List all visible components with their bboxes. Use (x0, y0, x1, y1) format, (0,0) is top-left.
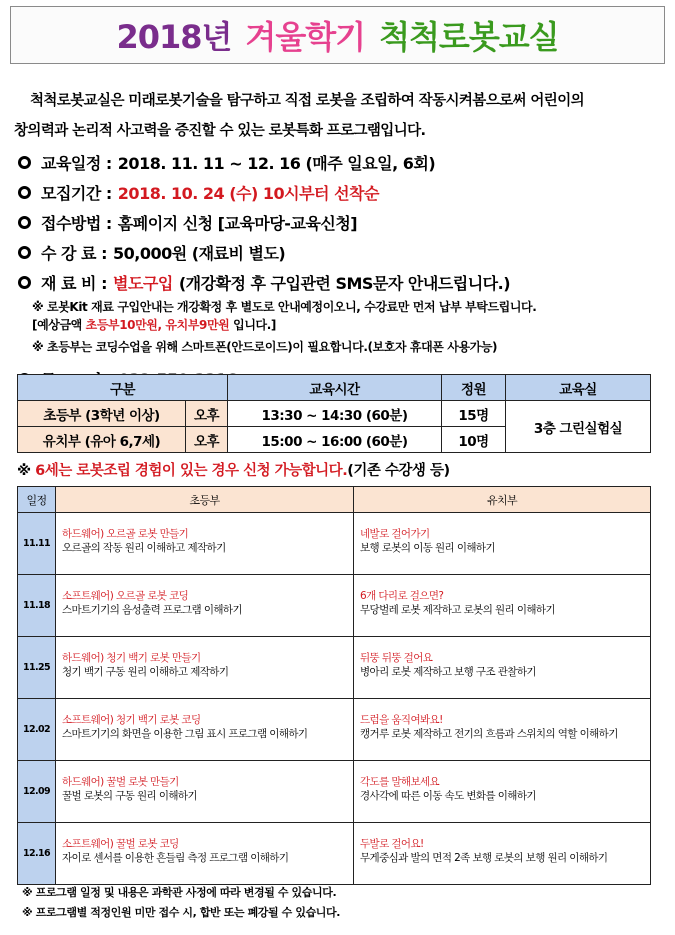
lesson-title: 각도를 말해보세요 (360, 776, 440, 788)
class-table (17, 374, 651, 453)
schedule-value: 2018. 11. 11 ~ 12. 16 (매주 일요일, 6회) (117, 153, 436, 173)
elementary-cell (56, 513, 354, 575)
warning-text: 6세는 로봇조립 경험이 있는 경우 신청 가능합니다. (35, 463, 348, 479)
table-row (18, 401, 651, 427)
schedule-row (18, 637, 651, 699)
lesson-title: 소프트웨어) 청기 백기 로봇 코딩 (62, 714, 201, 726)
kinder-cell (354, 699, 651, 761)
lesson-desc: 캥거루 로봇 제작하고 전기의 흐름과 스위치의 역할 이해하기 (360, 728, 618, 740)
elementary-cell (56, 761, 354, 823)
date-cell: 11.18 (18, 575, 56, 637)
lesson-desc: 청기 백기 구동 원리 이해하고 제작하기 (62, 666, 229, 678)
material-note-2 (18, 316, 668, 334)
circle-bullet-icon (18, 216, 31, 229)
time-cell: 15:00 ~ 16:00 (60분) (228, 427, 442, 453)
schedule-table (17, 486, 651, 885)
warning-suffix: (기존 수강생 등) (347, 463, 450, 479)
date-cell: 12.02 (18, 699, 56, 761)
period-cell: 오후 (186, 427, 228, 453)
lesson-desc: 보행 로봇의 이동 원리 이해하기 (360, 542, 496, 554)
footnotes (22, 883, 340, 923)
note2-price: 초등부10만원, 유치부9만원 (85, 318, 230, 332)
info-apply (18, 207, 668, 237)
smartphone-note: ※ 초등부는 코딩수업을 위해 스마트폰(안드로이드)이 필요합니다.(보호자 휴대폰 사용가능) (32, 340, 498, 354)
room-cell: 3층 그린실험실 (506, 401, 651, 453)
lesson-desc: 병아리 로봇 제작하고 보행 구조 관찰하기 (360, 666, 536, 678)
apply-label: 접수방법 : (41, 213, 112, 233)
kinder-cell (354, 761, 651, 823)
title-year: 2018년 (116, 18, 232, 56)
capacity-cell: 15명 (442, 401, 506, 427)
header-capacity: 정원 (442, 375, 506, 401)
lesson-title: 네발로 걸어가기 (360, 528, 430, 540)
circle-bullet-icon (18, 156, 31, 169)
capacity-cell: 10명 (442, 427, 506, 453)
lesson-title: 두발로 걸어요! (360, 838, 424, 850)
group-cell: 유치부 (유아 6,7세) (18, 427, 186, 453)
circle-bullet-icon (18, 186, 31, 199)
lesson-title: 드럼을 움직여봐요! (360, 714, 443, 726)
period-cell: 오후 (186, 401, 228, 427)
title-name: 척척로봇교실 (379, 18, 559, 56)
lesson-title: 소프트웨어) 오르골 로봇 코딩 (62, 590, 189, 602)
material-value-rest: (개강확정 후 구입관련 SMS문자 안내드립니다.) (178, 273, 511, 293)
info-fee (18, 237, 668, 267)
info-schedule (18, 147, 668, 177)
info-material (18, 267, 668, 297)
recruit-label: 모집기간 : (41, 183, 112, 203)
date-cell: 12.09 (18, 761, 56, 823)
material-note-1: ※ 로봇Kit 재료 구입안내는 개강확정 후 별도로 안내예정이오니, 수강료만 먼저 납부 부탁드립니다. (32, 300, 537, 314)
date-cell: 11.25 (18, 637, 56, 699)
lesson-title: 하드웨어) 오르골 로봇 만들기 (62, 528, 189, 540)
kinder-cell (354, 575, 651, 637)
lesson-desc: 꿀벌 로봇의 구동 원리 이해하기 (62, 790, 198, 802)
lesson-desc: 자이로 센서를 이용한 흔들림 측정 프로그램 이해하기 (62, 852, 289, 864)
class-table-header (18, 375, 651, 401)
lesson-desc: 무당벌레 로봇 제작하고 로봇의 원리 이해하기 (360, 604, 556, 616)
lesson-title: 하드웨어) 청기 백기 로봇 만들기 (62, 652, 201, 664)
lesson-title: 하드웨어) 꿀벌 로봇 만들기 (62, 776, 179, 788)
page-title (10, 6, 665, 64)
lesson-title: 6개 다리로 걸으면? (360, 590, 444, 602)
header-elementary: 초등부 (56, 487, 354, 513)
elementary-cell (56, 823, 354, 885)
footnote-2: ※ 프로그램별 적정인원 미만 접수 시, 합반 또는 폐강될 수 있습니다. (22, 906, 341, 919)
kinder-cell (354, 637, 651, 699)
lesson-desc: 오르골의 작동 원리 이해하고 제작하기 (62, 542, 226, 554)
lesson-desc: 경사각에 따른 이동 속도 변화를 이해하기 (360, 790, 536, 802)
schedule-row (18, 761, 651, 823)
lesson-title: 뒤뚱 뒤뚱 걸어요 (360, 652, 433, 664)
header-time: 교육시간 (228, 375, 442, 401)
circle-bullet-icon (18, 246, 31, 259)
footnote-1: ※ 프로그램 일정 및 내용은 과학관 사정에 따라 변경될 수 있습니다. (22, 886, 337, 899)
schedule-row (18, 823, 651, 885)
title-term: 겨울학기 (245, 18, 366, 56)
material-value-red: 별도구입 (112, 273, 173, 293)
fee-value: 50,000원 (재료비 별도) (112, 243, 286, 263)
schedule-row (18, 513, 651, 575)
time-cell: 13:30 ~ 14:30 (60분) (228, 401, 442, 427)
schedule-row (18, 575, 651, 637)
info-recruit (18, 177, 668, 207)
intro-paragraph (14, 86, 664, 146)
header-date: 일정 (18, 487, 56, 513)
info-list (18, 147, 668, 394)
schedule-header (18, 487, 651, 513)
lesson-desc: 스마트기기의 음성출력 프로그램 이해하기 (62, 604, 242, 616)
schedule-label: 교육일정 : (41, 153, 112, 173)
lesson-title: 소프트웨어) 꿀벌 로봇 코딩 (62, 838, 179, 850)
header-group: 구분 (18, 375, 228, 401)
header-kinder: 유치부 (354, 487, 651, 513)
warning-prefix: ※ (17, 463, 31, 479)
header-room: 교육실 (506, 375, 651, 401)
circle-bullet-icon (18, 276, 31, 289)
apply-value: 홈페이지 신청 [교육마당-교육신청] (117, 213, 358, 233)
age-warning (17, 459, 450, 480)
note2-suffix: 입니다.] (233, 318, 276, 332)
group-cell: 초등부 (3학년 이상) (18, 401, 186, 427)
schedule-row (18, 699, 651, 761)
intro-line-1: 척척로봇교실은 미래로봇기술을 탐구하고 직접 로봇을 조립하여 작동시켜봄으로써 어린이의 (30, 93, 585, 109)
lesson-desc: 무게중심과 발의 면적 2족 보행 로봇의 보행 원리 이해하기 (360, 852, 608, 864)
lesson-desc: 스마트기기의 화면을 이용한 그림 표시 프로그램 이해하기 (62, 728, 308, 740)
elementary-cell (56, 575, 354, 637)
date-cell: 12.16 (18, 823, 56, 885)
kinder-cell (354, 823, 651, 885)
elementary-cell (56, 637, 354, 699)
fee-label: 수 강 료 : (41, 243, 107, 263)
intro-line-2: 창의력과 논리적 사고력을 증진할 수 있는 로봇특화 프로그램입니다. (14, 123, 426, 139)
elementary-cell (56, 699, 354, 761)
kinder-cell (354, 513, 651, 575)
material-label: 재 료 비 : (41, 273, 107, 293)
date-cell: 11.11 (18, 513, 56, 575)
note2-prefix: [예상금액 (32, 318, 82, 332)
recruit-value: 2018. 10. 24 (수) 10시부터 선착순 (117, 183, 379, 203)
